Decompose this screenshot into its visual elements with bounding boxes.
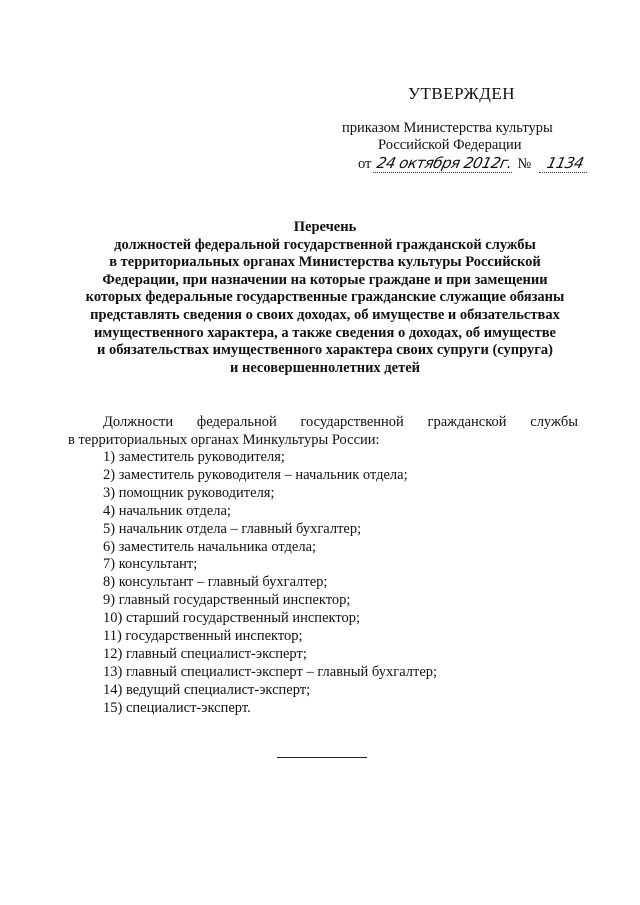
list-item: 12) главный специалист-эксперт;: [103, 645, 307, 662]
approved-heading: УТВЕРЖДЕН: [408, 84, 515, 103]
intro-line-2: в территориальных органах Минкультуры России:: [68, 431, 380, 448]
intro-word: государственной: [300, 414, 404, 430]
handwritten-date: 24 октября 2012г.: [373, 154, 516, 173]
title-line: Перечень: [293, 219, 357, 235]
intro-word: федеральной: [196, 414, 277, 430]
number-symbol: №: [517, 156, 532, 172]
handwritten-order-number: 1134: [539, 154, 591, 173]
title-line: представлять сведения о своих доходах, об имуществе и обязательствах: [90, 306, 560, 323]
order-line-2: Российской Федерации: [378, 137, 522, 153]
list-item: 7) консультант;: [103, 556, 198, 573]
title-line: и несовершеннолетних детей: [229, 359, 420, 376]
title-line: имущественного характера, а также сведения о доходах, об имуществе: [94, 324, 556, 341]
list-item: 4) начальник отдела;: [103, 502, 231, 519]
list-item: 9) главный государственный инспектор;: [103, 592, 351, 609]
title-line: в территориальных органах Министерства культуры Российской: [109, 254, 541, 271]
date-prefix: от: [358, 156, 372, 172]
intro-word: службы: [530, 414, 578, 430]
list-item: 10) старший государственный инспектор;: [103, 610, 361, 627]
intro-word: гражданской: [427, 414, 507, 430]
positions-list: [103, 449, 437, 718]
list-item: 3) помощник руководителя;: [103, 484, 275, 501]
list-item: 6) заместитель начальника отдела;: [103, 538, 317, 555]
list-item: 14) ведущий специалист-эксперт;: [103, 681, 311, 698]
list-item: 13) главный специалист-эксперт – главный бухгалтер;: [103, 663, 438, 680]
end-divider: [277, 757, 367, 758]
title-line: которых федеральные государственные гражданские служащие обязаны: [85, 289, 565, 306]
list-item: 15) специалист-эксперт.: [103, 699, 251, 716]
order-date-number-line: [358, 154, 589, 173]
intro-line-1: [68, 414, 578, 432]
list-item: 1) заместитель руководителя;: [103, 449, 285, 465]
title-line: Федерации, при назначении на которые граждане и при замещении: [102, 271, 548, 288]
intro-word: Должности: [103, 414, 174, 430]
list-item: 2) заместитель руководителя – начальник отдела;: [103, 466, 408, 483]
intro-paragraph: [68, 414, 578, 450]
list-item: 11) государственный инспектор;: [103, 628, 303, 645]
list-item: 5) начальник отдела – главный бухгалтер;: [103, 520, 362, 537]
title-line: должностей федеральной государственной гражданской службы: [114, 236, 536, 253]
document-title: [80, 219, 570, 377]
title-line: и обязательствах имущественного характера своих супруги (супруга): [97, 342, 553, 359]
order-line-1: приказом Министерства культуры: [342, 120, 553, 136]
list-item: 8) консультант – главный бухгалтер;: [103, 574, 328, 591]
